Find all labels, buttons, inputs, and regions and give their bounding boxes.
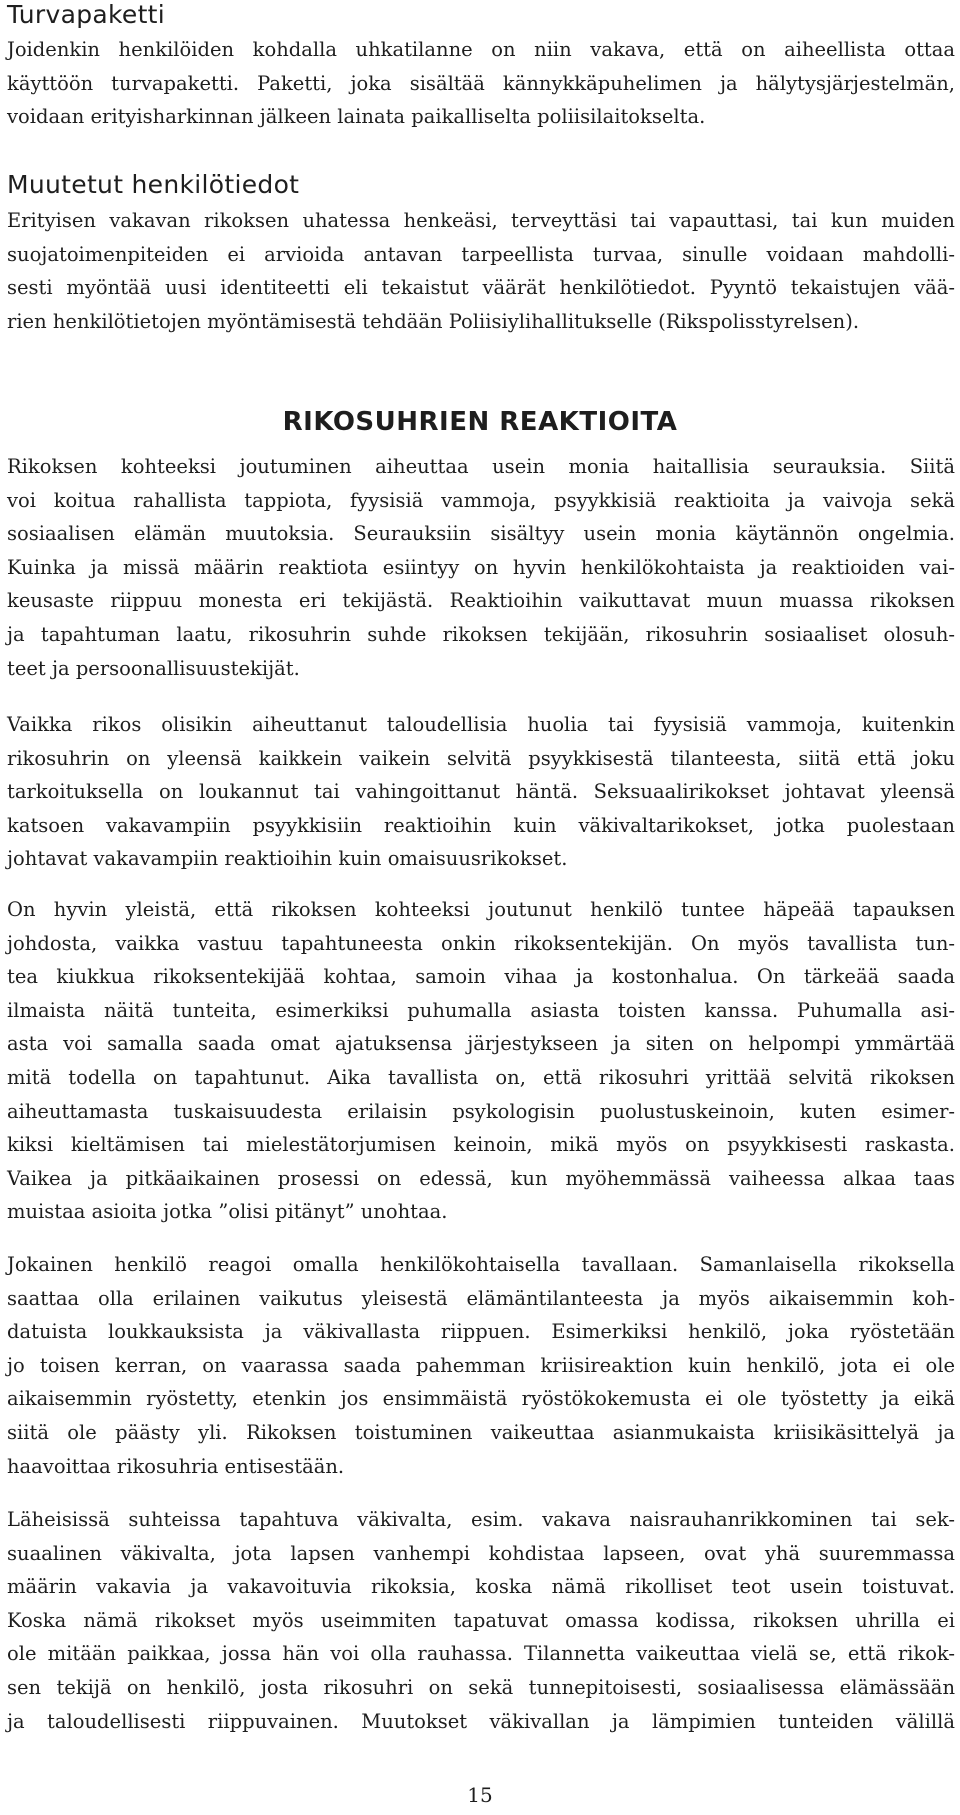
text-line: voi koitua rahallista tappiota, fyysisiä vammoja, psyykkisiä reaktioita ja vaivoja sekä [7, 488, 955, 512]
text-line: Vaikka rikos olisikin aiheuttanut taloudellisia huolia tai fyysisiä vammoja, kuitenkin [7, 713, 955, 736]
text-line: muistaa asioita jotka ”olisi pitänyt” unohtaa. [7, 1200, 448, 1224]
body-paragraph-3 [7, 893, 955, 1229]
text-line: ja tapahtuman laatu, rikosuhrin suhde rikoksen tekijään, rikosuhrin sosiaaliset olosuh- [7, 622, 955, 646]
text-line: ole mitään paikkaa, jossa hän voi olla rauhassa. Tilannetta vaikeuttaa vielä se, että rikok- [7, 1642, 955, 1666]
text-line: Läheisissä suhteissa tapahtuva väkivalta, esim. vakava naisrauhanrikkominen tai sek- [7, 1508, 955, 1531]
text-line: aikaisemmin ryöstetty, etenkin jos ensimmäistä ryöstökokemusta ei ole työstetty ja eikä [7, 1387, 955, 1411]
section-heading-turvapaketti: Turvapaketti [7, 0, 166, 29]
body-paragraph-4 [7, 1248, 955, 1483]
text-line: Jokainen henkilö reagoi omalla henkilökohtaisella tavallaan. Samanlaisella rikoksella [7, 1253, 955, 1276]
text-line: On hyvin yleistä, että rikoksen kohteeksi joutunut henkilö tuntee häpeää tapauksen [7, 898, 955, 921]
text-line: tarkoituksella on loukannut tai vahingoittanut häntä. Seksuaalirikokset johtavat yleensä [7, 780, 955, 804]
text-line: sen tekijä on henkilö, josta rikosuhri on sekä tunnepitoisesti, sosiaalisessa elämässään [7, 1675, 955, 1699]
text-line: Joidenkin henkilöiden kohdalla uhkatilanne on niin vakava, että on aiheellista ottaa [7, 38, 955, 61]
text-line: Koska nämä rikokset myös useimmiten tapatuvat omassa kodissa, rikoksen uhrilla ei [7, 1608, 955, 1632]
text-line: mitä todella on tapahtunut. Aika tavallista on, että rikosuhri yrittää selvitä rikoksen [7, 1065, 955, 1089]
section-paragraph-turvapaketti [7, 33, 955, 134]
text-line: teet ja persoonallisuustekijät. [7, 656, 300, 680]
text-line: katsoen vakavampiin psyykkisiin reaktioihin kuin väkivaltarikokset, jotka puolestaan [7, 813, 955, 837]
text-line: sesti myöntää uusi identiteetti eli tekaistut väärät henkilötiedot. Pyyntö tekaistujen vää- [7, 276, 955, 300]
text-line: ja taloudellisesti riippuvainen. Muutokset väkivallan ja lämpimien tunteiden välillä [7, 1709, 955, 1733]
text-line: Rikoksen kohteeksi joutuminen aiheuttaa usein monia haitallisia seurauksia. Siitä [7, 455, 955, 478]
text-line: rikosuhrin on yleensä kaikkein vaikein selvitä psyykkisestä tilanteesta, siitä että joku [7, 746, 955, 770]
text-line: jo toisen kerran, on vaarassa saada pahemman kriisireaktion kuin henkilö, jota ei ole [7, 1353, 955, 1377]
text-line: datuista loukkauksista ja väkivallasta riippuen. Esimerkiksi henkilö, joka ryöstetään [7, 1320, 955, 1344]
text-line: suaalinen väkivalta, jota lapsen vanhempi kohdistaa lapseen, ovat yhä suuremmassa [7, 1541, 955, 1565]
text-line: keusaste riippuu monesta eri tekijästä. Reaktioihin vaikuttavat muun muassa rikoksen [7, 589, 955, 613]
text-line: haavoittaa rikosuhria entisestään. [7, 1454, 345, 1478]
page-number: 15 [467, 1783, 493, 1807]
section-heading-muutetut-henkilotiedot: Muutetut henkilötiedot [7, 170, 300, 199]
text-line: suojatoimenpiteiden ei arvioida antavan tarpeellista turvaa, sinulle voidaan mahdolli- [7, 242, 955, 266]
text-line: asta voi samalla saada omat ajatuksensa järjestykseen ja siten on helpompi ymmärtää [7, 1032, 955, 1056]
text-line: tea kiukkua rikoksentekijää kohtaa, samoin vihaa ja kostonhalua. On tärkeää saada [7, 965, 955, 989]
text-line: kiksi kieltämisen tai mielestätorjumisen keinoin, mikä myös on psyykkisesti raskasta. [7, 1133, 955, 1157]
text-line: ilmaista näitä tunteita, esimerkiksi puhumalla asiasta toisten kanssa. Puhumalla asi- [7, 998, 955, 1022]
body-paragraph-1 [7, 450, 955, 685]
text-line: Vaikea ja pitkäaikainen prosessi on edessä, kun myöhemmässä vaiheessa alkaa taas [7, 1166, 955, 1190]
body-paragraph-5 [7, 1503, 955, 1738]
main-heading: RIKOSUHRIEN REAKTIOITA [282, 407, 678, 437]
text-line: Erityisen vakavan rikoksen uhatessa henkeäsi, terveyttäsi tai vapauttasi, tai kun muiden [7, 209, 955, 232]
text-line: voidaan erityisharkinnan jälkeen lainata paikalliselta poliisilaitokselta. [7, 105, 706, 129]
text-line: siitä ole päästy yli. Rikoksen toistuminen vaikeuttaa asianmukaista kriisikäsittelyä ja [7, 1420, 955, 1444]
text-line: saattaa olla erilainen vaikutus yleisestä elämäntilanteesta ja myös aikaisemmin koh- [7, 1286, 955, 1310]
text-line: johdosta, vaikka vastuu tapahtuneesta onkin rikoksentekijän. On myös tavallista tun- [7, 931, 955, 955]
text-line: rien henkilötietojen myöntämisestä tehdään Poliisiylihallitukselle (Rikspolisstyrelsen). [7, 309, 860, 333]
text-line: aiheuttamasta tuskaisuudesta erilaisin psykologisin puolustuskeinoin, kuten esimer- [7, 1099, 955, 1123]
section-paragraph-muutetut-henkilotiedot [7, 204, 955, 338]
text-line: sosiaalisen elämän muutoksia. Seurauksiin sisältyy usein monia käytännön ongelmia. [7, 522, 955, 546]
text-line: käyttöön turvapaketti. Paketti, joka sisältää kännykkäpuhelimen ja hälytysjärjestelmän, [7, 71, 955, 95]
text-line: Kuinka ja missä määrin reaktiota esiintyy on hyvin henkilökohtaista ja reaktioiden vai- [7, 555, 955, 579]
text-line: johtavat vakavampiin reaktioihin kuin omaisuusrikokset. [7, 847, 568, 871]
text-line: määrin vakavia ja vakavoituvia rikoksia, koska nämä rikolliset teot usein toistuvat. [7, 1575, 955, 1599]
body-paragraph-2 [7, 708, 955, 876]
